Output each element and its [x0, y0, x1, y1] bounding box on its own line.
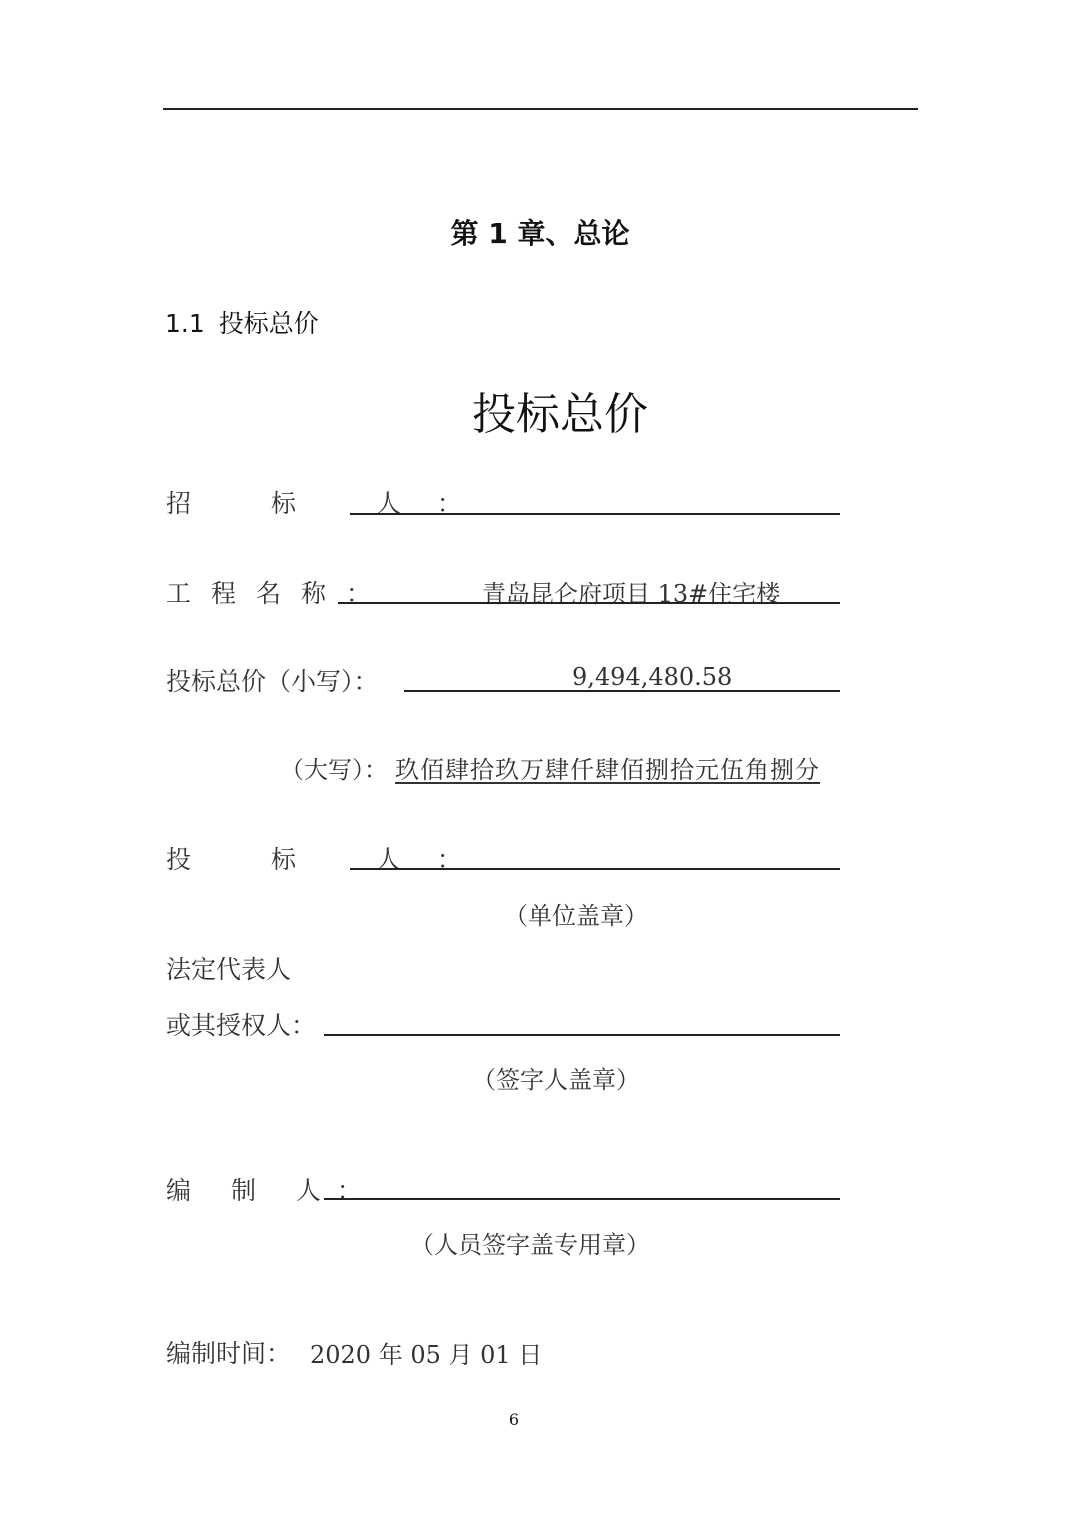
project-label: 工程名称：	[166, 579, 392, 608]
section-number: 1.1	[165, 309, 205, 338]
legal-rep-label-line1: 法定代表人	[166, 955, 292, 984]
price-upper-value: 玖佰肆拾玖万肆仟肆佰捌拾元伍角捌分	[395, 756, 820, 784]
date-label: 编制时间：	[166, 1339, 292, 1368]
section-heading	[165, 304, 319, 340]
compiler-blank[interactable]	[324, 1198, 840, 1200]
page-number: 6	[508, 1410, 520, 1429]
compiler-note: （人员签字盖专用章）	[410, 1231, 650, 1259]
legal-rep-note: （签字人盖章）	[472, 1066, 640, 1094]
bidder-label: 投 标 人：	[166, 845, 498, 874]
section-title: 投标总价	[218, 309, 319, 338]
price-small-value: 9,494,480.58	[572, 663, 733, 691]
date-value: 2020 年 05 月 01 日	[310, 1341, 543, 1369]
price-small-blank[interactable]	[404, 690, 840, 692]
chapter-title: 第 1 章、总论	[450, 217, 630, 250]
price-upper-label: （大写）：	[280, 756, 388, 784]
legal-rep-label-line2: 或其授权人：	[166, 1011, 317, 1040]
price-small-label: 投标总价（小写）：	[166, 667, 379, 696]
project-value: 青岛昆仑府项目 13#住宅楼	[482, 580, 781, 608]
project-blank[interactable]	[338, 602, 840, 604]
bidder-note: （单位盖章）	[504, 902, 648, 930]
compiler-label: 编 制 人：	[166, 1176, 378, 1205]
bidder-blank[interactable]	[350, 868, 840, 870]
tenderee-label: 招 标 人：	[166, 489, 498, 518]
tenderee-blank[interactable]	[350, 513, 840, 515]
legal-rep-blank[interactable]	[324, 1034, 840, 1036]
form-title: 投标总价	[472, 389, 648, 440]
header-rule	[163, 108, 918, 110]
